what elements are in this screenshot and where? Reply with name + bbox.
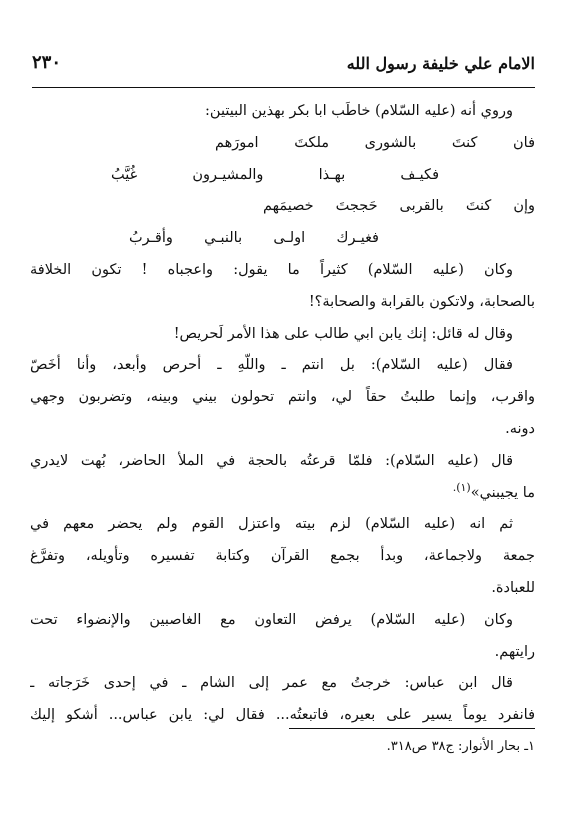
text-line: قال (عليه السّلام): فلمّا قرعتُه بالحجة في الملأ الحاضر، بُهت لايدري [30,452,513,469]
running-title: الامام علي خليفة رسول الله [346,54,535,73]
verse-line: وإن كنتَ بالقربى حَججتَ خصيمَهم [263,198,535,215]
page-number: ٢٣٠ [32,52,62,73]
text-line: وكان (عليه السّلام) كثيراً ما يقول: واعجباه ! تكون الخلافة [30,261,513,278]
text-line: ثم انه (عليه السّلام) لزم بيته واعتزل القوم ولم يحضر معهم في [30,516,513,533]
text-line: وقال له قائل: إنك يابن ابي طالب على هذا الأمر لَحريص! [173,325,513,342]
text-line: للعبادة. [491,579,535,596]
text-line [30,478,535,510]
text-line: رايتهم. [494,643,535,660]
text-line: دونه. [505,420,535,437]
page-header [32,54,535,80]
text-line: واقرب، وإنما طلبتُ حقاً لي، وانتم تحولون بيني وبينه، وتضربون وجهي [30,389,535,406]
footnote-rule [289,728,535,729]
text-line: جمعة ولاجماعة، وبدأ بجمع القرآن وكتابة تفسيره وتأويله، وتفرَّغ [30,548,535,565]
verse-line: فان كنتَ بالشورى ملكتَ امورَهم [215,134,535,151]
body-text [30,96,535,732]
verse-line: فكيـف بهـذا والمشيـرون غُيَّبُ [111,166,439,183]
text-line: بالصحابة، ولاتكون بالقرابة والصحابة؟! [308,293,535,310]
footnote: ١ـ بحار الأنوار: ج٣٨ ص٣١٨. [386,739,535,754]
quote-end: ما يجيبني» [470,484,535,501]
text-line: وكان (عليه السّلام) يرفض التعاون مع الغاصبين والإنضواء تحت [30,611,513,628]
text-line: فانفرد يوماً يسير على بعيره، فاتبعتُه... فقال لي: يابن عباس... أشكو إليك [30,707,535,724]
footnote-ref: (١). [452,480,471,494]
text-line: قال ابن عباس: خرجتُ مع عمر إلى الشام ـ في إحدى خَرَجاته ـ [30,675,513,692]
text-line: وروي أنه (عليه السّلام) خاطَب ابا بكر بهذين البيتين: [205,103,513,119]
header-rule [32,87,535,88]
verse-line: فغيـرك اولـى بالنبـي وأقـربُ [129,230,379,247]
text-line: فقال (عليه السّلام): بل انتم ـ واللّهِ ـ أحرص وأبعد، وأنا أخَصّ [30,357,513,374]
